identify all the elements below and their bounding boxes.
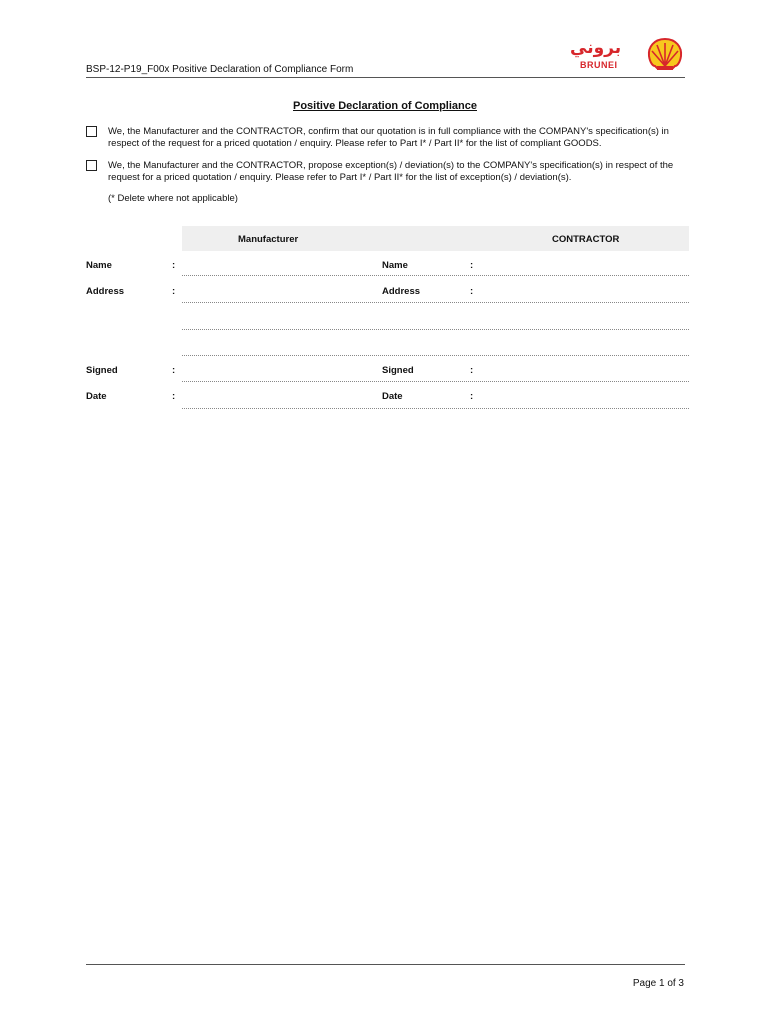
- full-compliance-checkbox[interactable]: [86, 126, 97, 137]
- colon: :: [470, 391, 474, 402]
- manufacturer-date-label: Date: [86, 391, 107, 402]
- full-compliance-text: We, the Manufacturer and the CONTRACTOR, confirm that our quotation is in full compliance with the COMPANY's specification(s) in respect of the request for a priced quotation / enquiry. Please refer to Part I* / Part II* for the list of compliant GOODS.: [108, 126, 669, 149]
- manufacturer-name-label: Name: [86, 260, 112, 271]
- name-row-line: [182, 275, 689, 276]
- form-code: BSP-12-P19_F00x Positive Declaration of Compliance Form: [86, 64, 354, 75]
- logo-text: BRUNEI: [580, 60, 618, 70]
- footer-divider: [86, 964, 685, 965]
- exception-checkbox[interactable]: [86, 160, 97, 171]
- manufacturer-header: Manufacturer: [238, 234, 299, 245]
- colon: :: [172, 391, 176, 402]
- header-divider: [86, 77, 685, 78]
- contractor-name-label: Name: [382, 260, 408, 271]
- colon: :: [172, 286, 176, 297]
- address-row-line-1: [182, 302, 689, 303]
- manufacturer-signed-label: Signed: [86, 365, 118, 376]
- logo: [566, 36, 686, 74]
- address-row-line-3: [182, 355, 689, 356]
- colon: :: [172, 260, 176, 271]
- colon: :: [470, 260, 474, 271]
- contractor-signed-label: Signed: [382, 365, 414, 376]
- manufacturer-address-label: Address: [86, 286, 125, 297]
- contractor-date-label: Date: [382, 391, 403, 402]
- colon: :: [470, 286, 474, 297]
- delete-note: (* Delete where not applicable): [108, 193, 238, 204]
- page-number: Page 1 of 3: [632, 978, 684, 989]
- exception-text: We, the Manufacturer and the CONTRACTOR, propose exception(s) / deviation(s) to the COMPANY's specification(s) in respect of the request for a priced quotation / enquiry. Please refer to Part I* / Part II* for the list of exception(s) / deviation(s).: [108, 160, 674, 183]
- page-title: Positive Declaration of Compliance: [293, 100, 477, 112]
- signed-row-line: [182, 381, 689, 382]
- colon: :: [172, 365, 176, 376]
- date-row-line: [182, 408, 689, 409]
- contractor-header: CONTRACTOR: [552, 234, 620, 245]
- logo-script-text: بروني: [570, 38, 622, 58]
- address-row-line-2: [182, 329, 689, 330]
- shell-icon: [646, 36, 684, 74]
- colon: :: [470, 365, 474, 376]
- contractor-address-label: Address: [382, 286, 421, 297]
